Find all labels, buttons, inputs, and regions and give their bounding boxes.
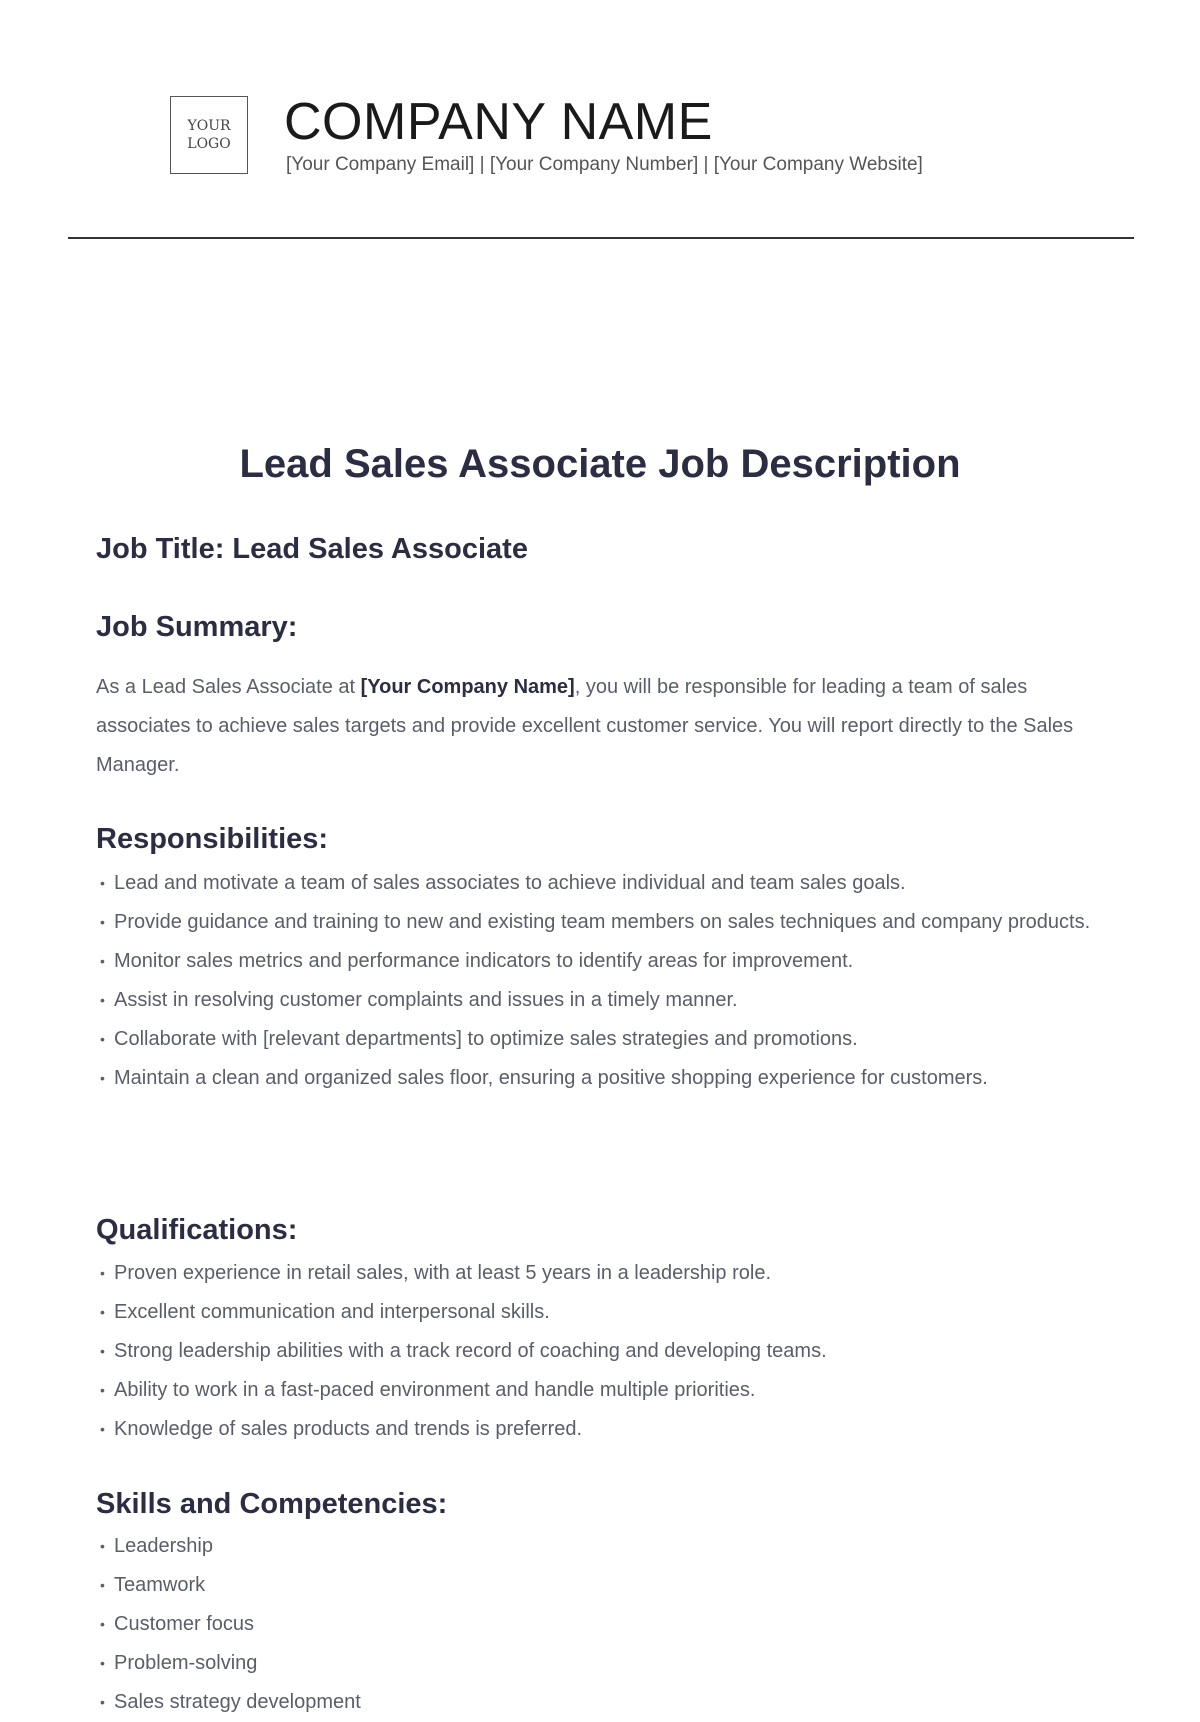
qualifications-heading: Qualifications: (96, 1214, 298, 1246)
company-name: COMPANY NAME (284, 93, 713, 151)
header-divider (68, 237, 1134, 239)
list-item: • Problem-solving (96, 1644, 1096, 1683)
company-contact: [Your Company Email] | [Your Company Number] | [Your Company Website] (286, 154, 923, 175)
company-logo: YOUR LOGO (170, 96, 248, 174)
list-item: • Knowledge of sales products and trends is preferred. (96, 1410, 1096, 1449)
list-item: • Strong leadership abilities with a track record of coaching and developing teams. (96, 1332, 1096, 1371)
list-item: • Monitor sales metrics and performance indicators to identify areas for improvement. (96, 942, 1096, 981)
skills-list (96, 1527, 1096, 1722)
list-item: • Excellent communication and interpersonal skills. (96, 1293, 1096, 1332)
responsibilities-heading: Responsibilities: (96, 823, 329, 855)
list-item: • Teamwork (96, 1566, 1096, 1605)
list-item: • Collaborate with [relevant departments] to optimize sales strategies and promotions. (96, 1020, 1096, 1059)
list-item: • Maintain a clean and organized sales floor, ensuring a positive shopping experience for customers. (96, 1059, 1054, 1098)
list-item: • Proven experience in retail sales, with at least 5 years in a leadership role. (96, 1254, 1096, 1293)
qualifications-list (96, 1254, 1096, 1449)
document-title: Lead Sales Associate Job Description (239, 442, 961, 486)
list-item: • Sales strategy development (96, 1683, 1096, 1722)
list-item: • Ability to work in a fast-paced environment and handle multiple priorities. (96, 1371, 1096, 1410)
summary-paragraph: As a Lead Sales Associate at [Your Company Name], you will be responsible for leading a team of sales associates to achieve sales targets and provide excellent customer service. You will report directly to the Sales Manager. (96, 676, 1074, 776)
list-item: • Provide guidance and training to new and existing team members on sales techniques and company products. (96, 903, 1094, 942)
list-item: • Assist in resolving customer complaints and issues in a timely manner. (96, 981, 1096, 1020)
skills-heading: Skills and Competencies: (96, 1488, 448, 1520)
responsibilities-list (96, 864, 1096, 1098)
list-item: • Customer focus (96, 1605, 1096, 1644)
summary-heading: Job Summary: (96, 611, 298, 643)
job-title: Job Title: Lead Sales Associate (96, 533, 528, 565)
list-item: • Lead and motivate a team of sales associates to achieve individual and team sales goals. (96, 864, 1094, 903)
list-item: • Leadership (96, 1527, 1096, 1566)
